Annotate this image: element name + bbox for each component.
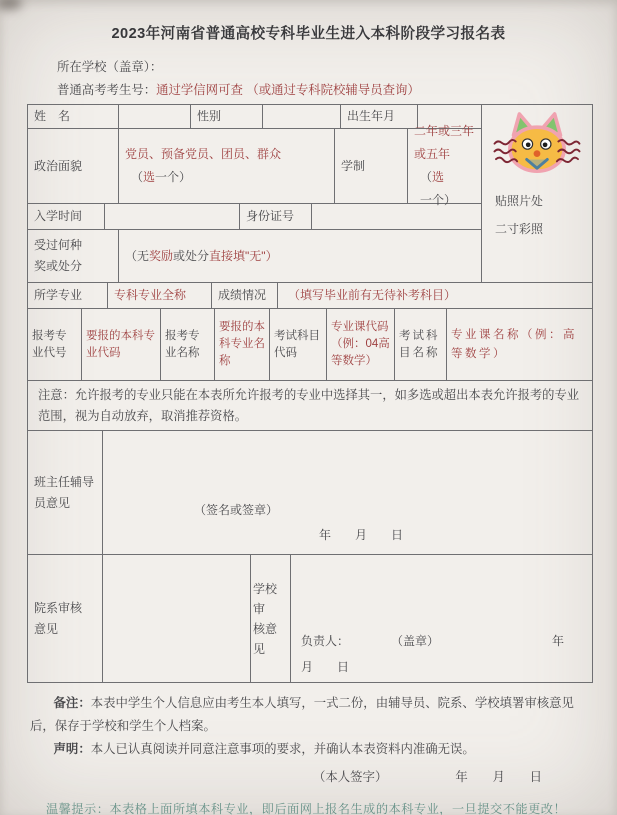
school-review-label: 学校审 核意见 [251,555,291,683]
apply-header-cell: 专业课名称（例：高等数学） [447,309,593,381]
apply-header-cell: 要报的本科专业代码 [82,309,161,381]
candidate-number-hint-alt: （或通过专科院校辅导员查询） [246,83,420,97]
year-placeholder: 年 [551,634,564,648]
major-hint-cell: 专科专业全称 [108,283,212,309]
row-enroll-idcard [28,204,482,230]
declaration-note: 声明：本人已认真阅读并同意注意事项的要求，并确认本表资料内准确无误。 [53,742,475,756]
schooling-options-cell [408,124,482,207]
gender-input-cell [263,105,341,129]
notice-cell: 注意：允许报考的专业只能在本表所允许报考的专业中选择其一，如多选或超出本表允许报考的专业范围，视为自动放弃，取消推荐资格。 [28,381,593,431]
enroll-label-cell: 入学时间 [28,204,105,230]
page-title: 2023年河南省普通高校专科毕业生进入本科阶段学习报名表 [111,26,506,42]
leader-line [297,633,586,650]
advisor-opinion-area [103,431,593,555]
apply-header-cell: 考试科目代码 [270,309,327,381]
candidate-number-label: 普通高考考生号： [57,83,157,97]
apply-header-cell: 要报的本科专业名称 [215,309,270,381]
idcard-label-cell: 身份证号 [240,204,312,230]
name-label-cell: 姓 名 [28,105,119,129]
self-signature-line [30,766,586,789]
idcard-input-cell [312,204,482,230]
apply-header-cell: 专业课代码（例：04高等数学） [327,309,395,381]
award-hint-cell: （无 奖励 或处分 直接填"无"） [119,230,482,283]
politics-label-cell: 政治面貌 [28,129,119,204]
score-hint-cell: （填写毕业前有无待补考科目） [278,283,593,309]
self-signature-hint: （本人签字） [313,770,388,784]
signature-hint: （签名或签章） [194,503,279,517]
choose-one-note: （选一个） [131,170,192,184]
choose-one-note: （选一个） [420,170,457,207]
remark-note: 备注：本表中学生个人信息应由考生本人填写，一式二份，由辅导员、院系、学校填署审核意见后，保存于学校和学生个人档案。 [30,696,574,733]
apply-header-cell: 报考专业代号 [28,309,82,381]
photo-size-note: 二寸彩照 [495,222,544,236]
leader-label: 负责人： [301,634,350,648]
seal-placeholder: （盖章） [391,634,440,648]
candidate-number-line [57,80,420,98]
schooling-label-cell: 学制 [335,129,408,204]
row-award [28,230,482,283]
score-label-cell: 成绩情况 [212,283,278,309]
schooling-option-l1: 二年或三年 [414,124,475,138]
row-apply-headers [28,309,593,381]
date-placeholder: 年 月 日 [319,528,404,542]
birth-label-cell: 出生年月 [341,105,418,129]
row-advisor-opinion [28,431,593,555]
name-input-cell [119,105,191,129]
cat-drawing-icon [493,110,581,184]
row-major-score [28,283,593,309]
row-notice [28,381,593,431]
footer-notes [30,692,586,815]
row-politics-schooling [28,124,482,207]
school-stamp-line: 所在学校（盖章）： [57,60,163,74]
photo-instruction: 贴照片处 [495,194,544,208]
warm-tip-note: 温馨提示：本表格上面所填本科专业，即后面网上报名生成的本科专业，一旦提交不能更改！ [46,802,567,815]
advisor-opinion-label: 班主任辅导 员意见 [28,431,103,555]
enroll-input-cell [105,204,240,230]
school-review-area [291,555,593,683]
dept-review-area [103,555,251,683]
award-label-cell: 受过何种 奖或处分 [28,230,119,283]
dept-review-label: 院系审核 意见 [28,555,103,683]
apply-header-cell: 报考专业名称 [161,309,215,381]
politics-options: 党员、预备党员、团员、群众 [125,147,282,161]
photo-cell [482,105,593,283]
self-signature-date: 年 月 日 [455,770,543,784]
gender-label-cell: 性别 [191,105,263,129]
row-dept-school-review [28,555,593,683]
apply-header-cell: 考试科目名称 [395,309,447,381]
major-label-cell: 所学专业 [28,283,108,309]
politics-options-cell [119,129,335,204]
candidate-number-hint: 通过学信网可查 [156,83,243,97]
form-table [27,104,593,683]
month-day-placeholder: 月 日 [301,660,350,674]
schooling-option-l2: 或五年 [414,147,451,161]
